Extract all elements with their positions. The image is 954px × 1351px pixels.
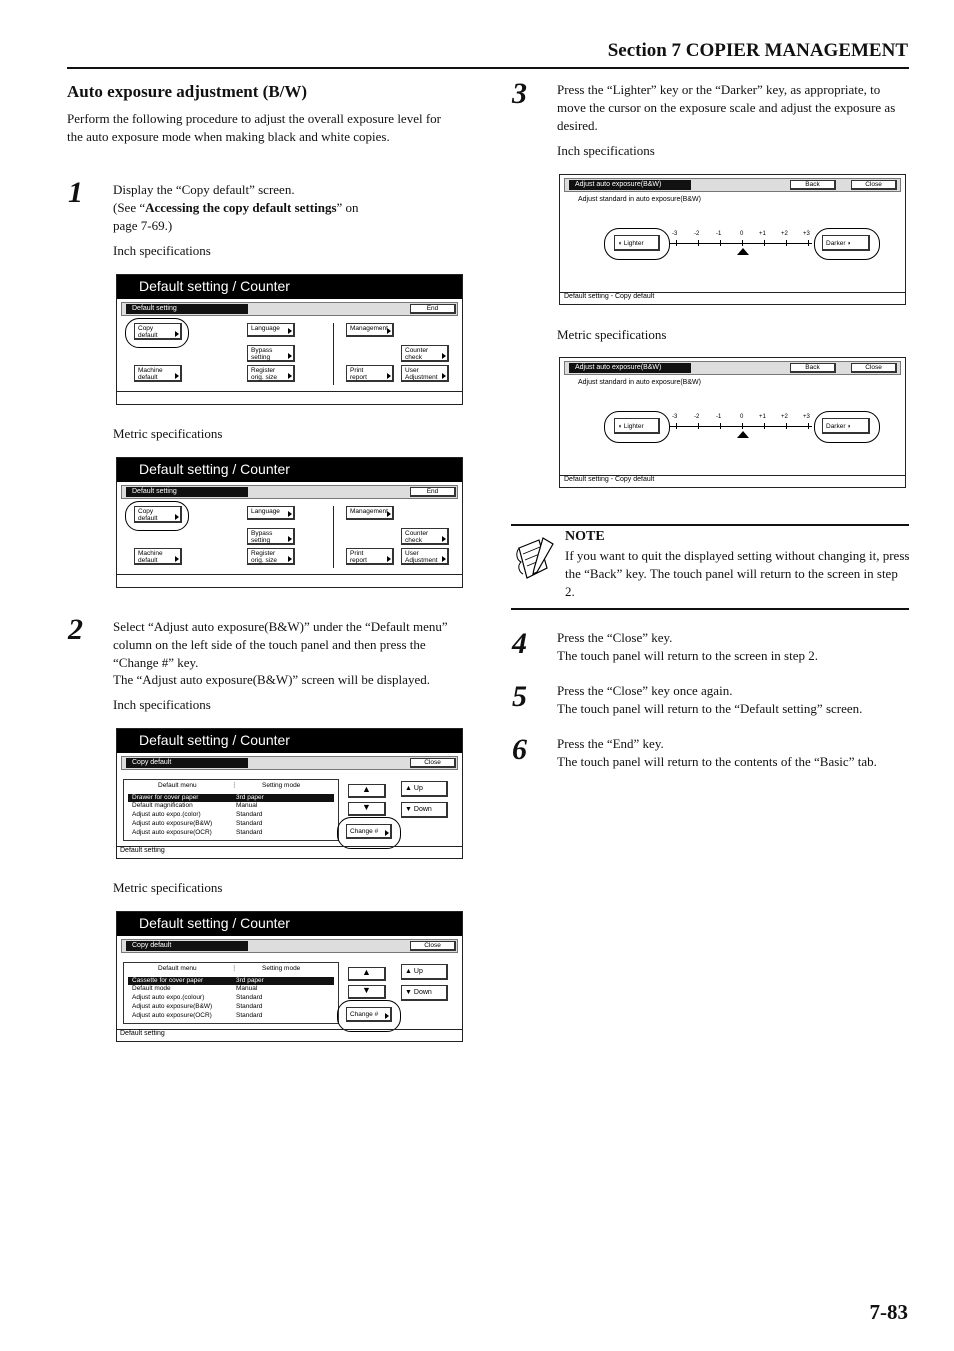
- scale-tick: [764, 240, 765, 246]
- list-item[interactable]: Default magnification Manual: [132, 802, 258, 809]
- note-title: NOTE: [565, 529, 605, 544]
- status-divider: [117, 1029, 462, 1030]
- list-item[interactable]: Drawer for cover paper 3rd paper: [128, 794, 334, 802]
- divider: [333, 506, 334, 568]
- tab-label: Adjust auto exposure(B&W): [569, 363, 691, 373]
- down-button[interactable]: ▼ Down: [401, 802, 448, 818]
- list-item[interactable]: Adjust auto exposure(OCR) Standard: [132, 1012, 263, 1019]
- darker-icon: ◗: [847, 240, 852, 247]
- default-setting-screen-inch: [116, 274, 463, 405]
- scale-tick: [742, 423, 743, 429]
- scale-tick: [808, 423, 809, 429]
- list-item[interactable]: Cassette for cover paper 3rd paper: [128, 977, 334, 985]
- tab-label: Default setting: [126, 487, 248, 497]
- spec-label: Inch specifications: [113, 243, 211, 258]
- copy-default-button[interactable]: Copy default: [134, 506, 182, 523]
- lighter-icon: ◖: [618, 240, 622, 247]
- step-text: Display the “Copy default” screen.: [113, 182, 295, 197]
- user-adjustment-button[interactable]: User Adjustment: [401, 548, 449, 565]
- list-item[interactable]: Adjust auto expo.(colour) Standard: [132, 994, 263, 1001]
- column-header: Default menu: [158, 965, 197, 972]
- lighter-icon: ◖: [618, 423, 622, 430]
- tab-label: Copy default: [126, 941, 248, 951]
- up-button[interactable]: ▲ Up: [401, 964, 448, 980]
- step-number: 1: [68, 176, 83, 209]
- close-button[interactable]: Close: [410, 941, 456, 951]
- bypass-setting-button[interactable]: Bypass setting: [247, 528, 295, 545]
- scale-tick: [698, 423, 699, 429]
- management-button[interactable]: Management: [346, 323, 394, 337]
- exposure-scale: [670, 231, 812, 261]
- step-text: Select “Adjust auto exposure(B&W)” under the “Default menu” column on the left side of the touch panel and then press the “Change #” key.: [113, 619, 448, 670]
- step-number: 5: [512, 680, 527, 713]
- adjust-exposure-screen-inch: [559, 174, 906, 305]
- column-header: Setting mode: [262, 965, 301, 972]
- tab-label: Adjust auto exposure(B&W): [569, 180, 691, 190]
- scroll-up-arrow-button[interactable]: ▲: [348, 784, 386, 798]
- language-button[interactable]: Language: [247, 506, 295, 520]
- title-bar: [564, 361, 901, 375]
- scale-label: 0: [740, 231, 744, 237]
- spec-label: Metric specifications: [557, 327, 667, 342]
- scale-label: +2: [781, 231, 788, 237]
- change-number-button[interactable]: Change #: [346, 824, 392, 839]
- scale-label: -2: [694, 414, 700, 420]
- scale-label: 0: [740, 414, 744, 420]
- lighter-button[interactable]: ◖ Lighter: [614, 235, 660, 251]
- status-divider: [117, 846, 462, 847]
- list-item[interactable]: Default mode Manual: [132, 985, 258, 992]
- print-report-button[interactable]: Print report: [346, 365, 394, 382]
- spec-label: Inch specifications: [113, 697, 211, 712]
- default-menu-list: [123, 779, 339, 841]
- copy-default-screen-inch: [116, 728, 463, 859]
- title-bar: [121, 939, 458, 953]
- scale-label: -1: [716, 414, 722, 420]
- scale-tick: [786, 423, 787, 429]
- scale-tick: [742, 240, 743, 246]
- step-text: page 7-69.): [113, 218, 173, 233]
- column-header: Setting mode: [262, 782, 301, 789]
- spec-label: Metric specifications: [113, 880, 223, 895]
- language-button[interactable]: Language: [247, 323, 295, 337]
- step-text: Press the “Close” key once again.: [557, 683, 733, 698]
- exposure-scale: [670, 414, 812, 444]
- list-item[interactable]: Adjust auto exposure(OCR) Standard: [132, 829, 263, 836]
- scale-label: -3: [672, 414, 678, 420]
- scale-tick: [676, 240, 677, 246]
- title-bar: [121, 756, 458, 770]
- scale-label: +2: [781, 414, 788, 420]
- step-text: The touch panel will return to the “Default setting” screen.: [557, 701, 863, 716]
- screen-banner: Default setting / Counter: [117, 729, 462, 753]
- management-button[interactable]: Management: [346, 506, 394, 520]
- list-item[interactable]: Adjust auto expo.(color) Standard: [132, 811, 263, 818]
- divider: [333, 323, 334, 385]
- note-pencil-icon: [513, 534, 557, 584]
- machine-default-button[interactable]: Machine default: [134, 365, 182, 382]
- page-title: Auto exposure adjustment (B/W): [67, 82, 308, 101]
- down-button[interactable]: ▼ Down: [401, 985, 448, 1001]
- copy-default-screen-metric: [116, 911, 463, 1042]
- scale-label: +1: [759, 231, 766, 237]
- list-item[interactable]: Adjust auto exposure(B&W) Standard: [132, 820, 263, 827]
- scale-line: [670, 426, 812, 427]
- screen-banner: Default setting / Counter: [117, 912, 462, 936]
- darker-icon: ◗: [847, 423, 852, 430]
- header-rule: [67, 67, 909, 69]
- exposure-cursor: [737, 248, 749, 255]
- step-number: 6: [512, 733, 527, 766]
- counter-check-button[interactable]: Counter check: [401, 528, 449, 545]
- title-bar: [121, 302, 458, 316]
- bypass-setting-button[interactable]: Bypass setting: [247, 345, 295, 362]
- tab-label: Copy default: [126, 758, 248, 768]
- default-menu-list: [123, 962, 339, 1024]
- scale-label: +3: [803, 231, 810, 237]
- default-setting-screen-metric: [116, 457, 463, 588]
- back-button[interactable]: Back: [790, 363, 836, 373]
- note-box: [511, 524, 909, 610]
- back-button[interactable]: Back: [790, 180, 836, 190]
- scale-tick: [720, 423, 721, 429]
- status-divider: [117, 574, 462, 575]
- darker-button[interactable]: Darker ◗: [822, 235, 870, 251]
- print-report-button[interactable]: Print report: [346, 548, 394, 565]
- lighter-button[interactable]: ◖ Lighter: [614, 418, 660, 434]
- up-icon: ▲: [405, 785, 412, 792]
- scale-label: +1: [759, 414, 766, 420]
- close-button[interactable]: Close: [851, 363, 897, 373]
- darker-button[interactable]: Darker ◗: [822, 418, 870, 434]
- step-text: The touch panel will return to the contents of the “Basic” tab.: [557, 754, 877, 769]
- register-orig-size-button[interactable]: Register orig. size: [247, 548, 295, 565]
- status-text: Default setting: [120, 847, 165, 854]
- down-icon: ▼: [405, 806, 412, 813]
- scale-label: -1: [716, 231, 722, 237]
- adjust-exposure-screen-metric: [559, 357, 906, 488]
- scroll-up-arrow-button[interactable]: ▲: [348, 967, 386, 981]
- title-bar: [121, 485, 458, 499]
- screen-subtitle: Adjust standard in auto exposure(B&W): [578, 379, 701, 386]
- close-button[interactable]: Close: [851, 180, 897, 190]
- scale-tick: [698, 240, 699, 246]
- step-number: 3: [512, 77, 527, 110]
- scale-tick: [764, 423, 765, 429]
- scale-label: -2: [694, 231, 700, 237]
- column-separator: ⋮: [231, 782, 238, 789]
- scale-tick: [808, 240, 809, 246]
- step-text: Press the “End” key.: [557, 736, 664, 751]
- scale-tick: [786, 240, 787, 246]
- scroll-down-arrow-button[interactable]: ▼: [348, 985, 386, 999]
- spec-label: Inch specifications: [557, 143, 655, 158]
- counter-check-button[interactable]: Counter check: [401, 345, 449, 362]
- close-button[interactable]: Close: [410, 758, 456, 768]
- status-text: Default setting - Copy default: [564, 293, 655, 300]
- change-number-button[interactable]: Change #: [346, 1007, 392, 1022]
- scale-label: +3: [803, 414, 810, 420]
- status-text: Default setting - Copy default: [564, 476, 655, 483]
- step-number: 4: [512, 627, 527, 660]
- end-button[interactable]: End: [410, 487, 456, 497]
- copy-default-button[interactable]: Copy default: [134, 323, 182, 340]
- scale-label: -3: [672, 231, 678, 237]
- status-text: Default setting: [120, 1030, 165, 1037]
- spec-label: Metric specifications: [113, 426, 223, 441]
- down-icon: ▼: [405, 989, 412, 996]
- intro-text: Perform the following procedure to adjust the overall exposure level for the auto exposure mode when making black and white copies.: [67, 111, 441, 144]
- machine-default-button[interactable]: Machine default: [134, 548, 182, 565]
- register-orig-size-button[interactable]: Register orig. size: [247, 365, 295, 382]
- status-divider: [117, 391, 462, 392]
- tab-label: Default setting: [126, 304, 248, 314]
- up-icon: ▲: [405, 968, 412, 975]
- end-button[interactable]: End: [410, 304, 456, 314]
- list-item[interactable]: Adjust auto exposure(B&W) Standard: [132, 1003, 263, 1010]
- scale-tick: [676, 423, 677, 429]
- screen-banner: Default setting / Counter: [117, 275, 462, 299]
- step-text: The “Adjust auto exposure(B&W)” screen will be displayed.: [113, 672, 430, 687]
- scale-tick: [720, 240, 721, 246]
- column-header: Default menu: [158, 782, 197, 789]
- section-header: Section 7 COPIER MANAGEMENT: [607, 40, 908, 61]
- exposure-cursor: [737, 431, 749, 438]
- step-text: The touch panel will return to the screen in step 2.: [557, 648, 819, 663]
- up-button[interactable]: ▲ Up: [401, 781, 448, 797]
- user-adjustment-button[interactable]: User Adjustment: [401, 365, 449, 382]
- step-text: (See “Accessing the copy default settings” on: [113, 200, 359, 215]
- screen-banner: Default setting / Counter: [117, 458, 462, 482]
- note-text: If you want to quit the displayed setting without changing it, press the “Back” key. The touch panel will return to the screen in step 2.: [565, 548, 910, 599]
- step-text: Press the “Close” key.: [557, 630, 673, 645]
- screen-subtitle: Adjust standard in auto exposure(B&W): [578, 196, 701, 203]
- step-number: 2: [68, 613, 83, 646]
- scale-line: [670, 243, 812, 244]
- column-separator: ⋮: [231, 965, 238, 972]
- scroll-down-arrow-button[interactable]: ▼: [348, 802, 386, 816]
- title-bar: [564, 178, 901, 192]
- step-text: Press the “Lighter” key or the “Darker” key, as appropriate, to move the cursor on the exposure scale and adjust the exposure as desired.: [557, 82, 896, 133]
- page-number: 7-83: [869, 1300, 908, 1324]
